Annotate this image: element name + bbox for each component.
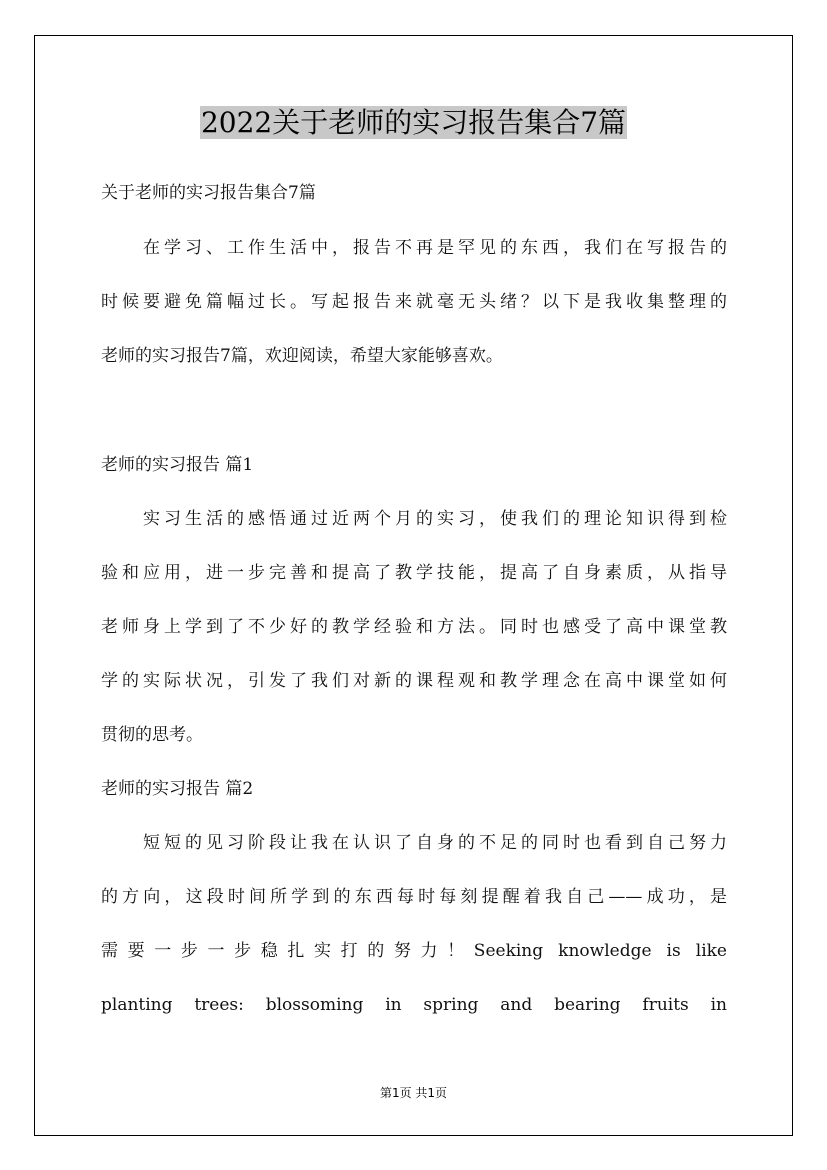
section-line: 学的实际状况，引发了我们对新的课程观和教学理念在高中课堂如何	[101, 671, 727, 691]
page-footer: 第1页 共1页	[379, 1086, 448, 1100]
section-line: 需要一步一步稳扎实打的努力！Seeking knowledge is like	[101, 941, 727, 961]
section-heading: 老师的实习报告 篇1	[101, 455, 254, 475]
section-line: 老师身上学到了不少好的教学经验和方法。同时也感受了高中课堂教	[101, 617, 727, 637]
intro-line: 在学习、工作生活中，报告不再是罕见的东西，我们在写报告的	[143, 238, 727, 258]
section-heading: 老师的实习报告 篇2	[101, 779, 254, 799]
section-line: 短短的见习阶段让我在认识了自身的不足的同时也看到自己努力	[143, 833, 727, 853]
document-title-text: 2022关于老师的实习报告集合7篇	[200, 106, 627, 139]
document-subtitle: 关于老师的实习报告集合7篇	[101, 183, 316, 203]
section-line: 贯彻的思考。	[101, 725, 203, 745]
intro-line: 老师的实习报告7篇，欢迎阅读，希望大家能够喜欢。	[101, 346, 503, 366]
intro-line: 时候要避免篇幅过长。写起报告来就毫无头绪？以下是我收集整理的	[101, 292, 727, 312]
section-line: 实习生活的感悟通过近两个月的实习，使我们的理论知识得到检	[143, 509, 727, 529]
section-line: 验和应用，进一步完善和提高了教学技能，提高了自身素质，从指导	[101, 563, 727, 583]
section-line: 的方向，这段时间所学到的东西每时每刻提醒着我自己——成功，是	[101, 887, 727, 907]
section-line: planting trees: blossoming in spring and bearing fruits in	[101, 995, 727, 1015]
document-title	[0, 103, 827, 143]
